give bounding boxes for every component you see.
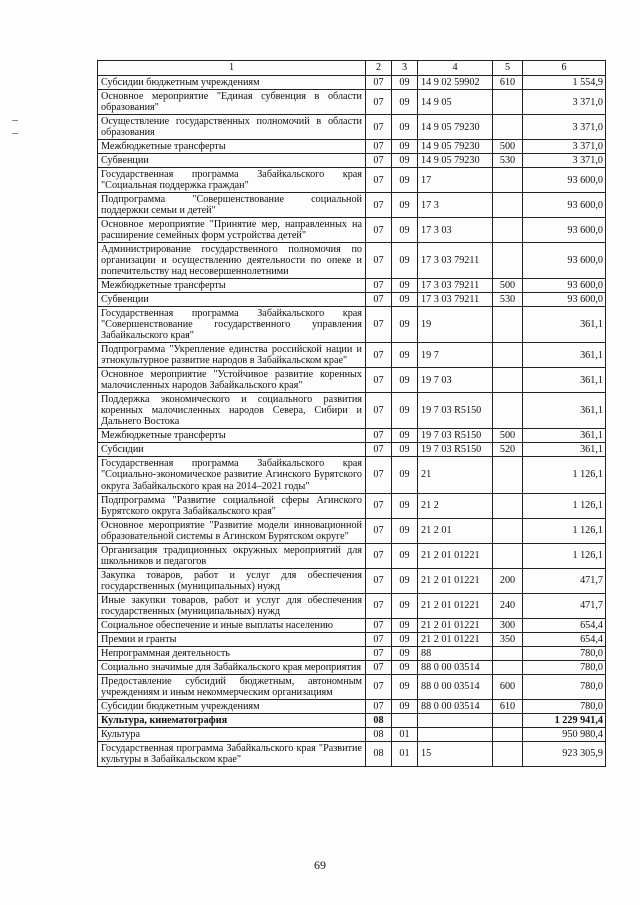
table-row <box>98 218 606 243</box>
row-name-cell: Непрограммная деятельность <box>98 646 366 660</box>
row-subsection-cell: 09 <box>392 368 418 393</box>
table-row <box>98 713 606 727</box>
table-row <box>98 493 606 518</box>
row-amount-cell: 1 554,9 <box>523 76 606 90</box>
header-cell: 6 <box>523 61 606 76</box>
row-target-code-cell: 21 2 <box>418 493 493 518</box>
table-row <box>98 279 606 293</box>
row-section-cell: 07 <box>366 140 392 154</box>
row-target-code-cell: 21 2 01 <box>418 518 493 543</box>
row-amount-cell: 3 371,0 <box>523 154 606 168</box>
table-row <box>98 518 606 543</box>
row-target-code-cell <box>418 713 493 727</box>
table-row <box>98 674 606 699</box>
row-section-cell: 07 <box>366 393 392 429</box>
row-amount-cell: 93 600,0 <box>523 193 606 218</box>
row-section-cell: 07 <box>366 618 392 632</box>
row-section-cell: 07 <box>366 293 392 307</box>
row-amount-cell: 361,1 <box>523 443 606 457</box>
row-amount-cell: 780,0 <box>523 674 606 699</box>
row-name-cell: Социальное обеспечение и иные выплаты населению <box>98 618 366 632</box>
row-target-code-cell: 19 7 03 <box>418 368 493 393</box>
row-expense-type-cell <box>493 90 523 115</box>
table-row <box>98 646 606 660</box>
row-expense-type-cell <box>493 115 523 140</box>
table-row <box>98 457 606 493</box>
header-cell: 3 <box>392 61 418 76</box>
row-target-code-cell: 19 <box>418 307 493 343</box>
row-target-code-cell: 21 2 01 01221 <box>418 632 493 646</box>
table-row <box>98 140 606 154</box>
row-subsection-cell: 09 <box>392 568 418 593</box>
table-row <box>98 193 606 218</box>
table-row <box>98 741 606 766</box>
row-subsection-cell: 09 <box>392 632 418 646</box>
row-section-cell: 07 <box>366 660 392 674</box>
row-section-cell: 07 <box>366 115 392 140</box>
row-name-cell: Субсидии <box>98 443 366 457</box>
row-subsection-cell <box>392 713 418 727</box>
row-section-cell: 07 <box>366 646 392 660</box>
row-target-code-cell: 21 2 01 01221 <box>418 543 493 568</box>
row-section-cell: 07 <box>366 76 392 90</box>
page-number: 69 <box>314 858 326 872</box>
table-row <box>98 593 606 618</box>
row-section-cell: 07 <box>366 279 392 293</box>
row-section-cell: 08 <box>366 713 392 727</box>
row-target-code-cell: 19 7 03 R5150 <box>418 443 493 457</box>
row-target-code-cell: 17 <box>418 168 493 193</box>
row-section-cell: 07 <box>366 218 392 243</box>
row-subsection-cell: 09 <box>392 279 418 293</box>
row-target-code-cell: 88 <box>418 646 493 660</box>
row-name-cell: Государственная программа Забайкальского края "Социальная поддержка граждан" <box>98 168 366 193</box>
row-name-cell: Подпрограмма "Совершенствование социальной поддержки семьи и детей" <box>98 193 366 218</box>
row-section-cell: 07 <box>366 168 392 193</box>
row-expense-type-cell: 240 <box>493 593 523 618</box>
header-cell: 5 <box>493 61 523 76</box>
table-row <box>98 307 606 343</box>
table-row <box>98 168 606 193</box>
row-target-code-cell: 14 9 02 59902 <box>418 76 493 90</box>
row-section-cell: 07 <box>366 343 392 368</box>
margin-mark <box>12 120 18 121</box>
row-target-code-cell: 14 9 05 79230 <box>418 154 493 168</box>
row-name-cell: Осуществление государственных полномочий в области образования <box>98 115 366 140</box>
row-amount-cell: 3 371,0 <box>523 90 606 115</box>
row-section-cell: 07 <box>366 674 392 699</box>
row-section-cell: 07 <box>366 593 392 618</box>
row-expense-type-cell: 520 <box>493 443 523 457</box>
row-expense-type-cell: 500 <box>493 279 523 293</box>
row-name-cell: Межбюджетные трансферты <box>98 429 366 443</box>
row-subsection-cell: 01 <box>392 741 418 766</box>
row-expense-type-cell <box>493 393 523 429</box>
row-name-cell: Премии и гранты <box>98 632 366 646</box>
row-name-cell: Субвенции <box>98 154 366 168</box>
table-row <box>98 632 606 646</box>
row-name-cell: Субвенции <box>98 293 366 307</box>
row-target-code-cell <box>418 727 493 741</box>
row-target-code-cell: 14 9 05 79230 <box>418 140 493 154</box>
row-amount-cell: 950 980,4 <box>523 727 606 741</box>
table-row <box>98 243 606 279</box>
row-expense-type-cell <box>493 343 523 368</box>
row-expense-type-cell: 600 <box>493 674 523 699</box>
row-subsection-cell: 09 <box>392 674 418 699</box>
row-expense-type-cell <box>493 168 523 193</box>
row-expense-type-cell: 530 <box>493 293 523 307</box>
row-amount-cell: 3 371,0 <box>523 140 606 154</box>
row-amount-cell: 1 126,1 <box>523 543 606 568</box>
row-amount-cell: 1 126,1 <box>523 457 606 493</box>
row-expense-type-cell <box>493 543 523 568</box>
row-expense-type-cell <box>493 457 523 493</box>
row-expense-type-cell <box>493 646 523 660</box>
row-section-cell: 07 <box>366 307 392 343</box>
table-header-row <box>98 61 606 76</box>
row-amount-cell: 361,1 <box>523 368 606 393</box>
row-subsection-cell: 09 <box>392 393 418 429</box>
row-subsection-cell: 09 <box>392 618 418 632</box>
row-expense-type-cell <box>493 368 523 393</box>
row-section-cell: 07 <box>366 543 392 568</box>
header-cell: 2 <box>366 61 392 76</box>
table-row <box>98 727 606 741</box>
row-name-cell: Межбюджетные трансферты <box>98 140 366 154</box>
row-name-cell: Государственная программа Забайкальского края "Социально-экономическое развитие Агинского Бурятского округа Забайкальского края на 2014–2021 годы" <box>98 457 366 493</box>
table-row <box>98 393 606 429</box>
row-expense-type-cell <box>493 518 523 543</box>
row-expense-type-cell <box>493 741 523 766</box>
row-section-cell: 07 <box>366 443 392 457</box>
table-row <box>98 154 606 168</box>
row-expense-type-cell: 500 <box>493 429 523 443</box>
row-section-cell: 07 <box>366 429 392 443</box>
table-row <box>98 293 606 307</box>
table-row <box>98 618 606 632</box>
row-expense-type-cell: 530 <box>493 154 523 168</box>
header-cell: 1 <box>98 61 366 76</box>
row-subsection-cell: 09 <box>392 218 418 243</box>
margin-mark <box>12 133 18 134</box>
row-name-cell: Поддержка экономического и социального развития коренных малочисленных народов Севера, Сибири и Дальнего Востока <box>98 393 366 429</box>
row-amount-cell: 361,1 <box>523 429 606 443</box>
row-expense-type-cell: 350 <box>493 632 523 646</box>
row-subsection-cell: 09 <box>392 699 418 713</box>
row-name-cell: Закупка товаров, работ и услуг для обеспечения государственных (муниципальных) нужд <box>98 568 366 593</box>
row-name-cell: Субсидии бюджетным учреждениям <box>98 699 366 713</box>
row-amount-cell: 780,0 <box>523 699 606 713</box>
row-subsection-cell: 09 <box>392 154 418 168</box>
row-section-cell: 07 <box>366 493 392 518</box>
row-subsection-cell: 09 <box>392 168 418 193</box>
row-name-cell: Основное мероприятие "Единая субвенция в области образования" <box>98 90 366 115</box>
row-target-code-cell: 19 7 03 R5150 <box>418 429 493 443</box>
row-expense-type-cell <box>493 307 523 343</box>
row-section-cell: 08 <box>366 727 392 741</box>
row-amount-cell: 923 305,9 <box>523 741 606 766</box>
row-expense-type-cell: 500 <box>493 140 523 154</box>
table-row <box>98 115 606 140</box>
row-subsection-cell: 09 <box>392 518 418 543</box>
row-section-cell: 08 <box>366 741 392 766</box>
row-expense-type-cell: 300 <box>493 618 523 632</box>
row-subsection-cell: 09 <box>392 243 418 279</box>
row-section-cell: 07 <box>366 368 392 393</box>
budget-table-body <box>98 61 606 767</box>
row-expense-type-cell <box>493 727 523 741</box>
row-section-cell: 07 <box>366 518 392 543</box>
row-subsection-cell: 09 <box>392 660 418 674</box>
row-amount-cell: 361,1 <box>523 343 606 368</box>
row-subsection-cell: 09 <box>392 646 418 660</box>
row-subsection-cell: 01 <box>392 727 418 741</box>
row-expense-type-cell: 610 <box>493 76 523 90</box>
row-target-code-cell: 19 7 03 R5150 <box>418 393 493 429</box>
table-row <box>98 660 606 674</box>
row-amount-cell: 93 600,0 <box>523 168 606 193</box>
row-expense-type-cell: 200 <box>493 568 523 593</box>
row-amount-cell: 471,7 <box>523 568 606 593</box>
row-subsection-cell: 09 <box>392 115 418 140</box>
table-row <box>98 568 606 593</box>
row-target-code-cell: 14 9 05 79230 <box>418 115 493 140</box>
row-name-cell: Государственная программа Забайкальского края "Развитие культуры в Забайкальском крае" <box>98 741 366 766</box>
row-amount-cell: 471,7 <box>523 593 606 618</box>
row-target-code-cell: 21 2 01 01221 <box>418 568 493 593</box>
row-target-code-cell: 17 3 03 79211 <box>418 243 493 279</box>
row-amount-cell: 780,0 <box>523 646 606 660</box>
row-subsection-cell: 09 <box>392 443 418 457</box>
row-expense-type-cell <box>493 660 523 674</box>
row-target-code-cell: 15 <box>418 741 493 766</box>
row-subsection-cell: 09 <box>392 457 418 493</box>
row-section-cell: 07 <box>366 457 392 493</box>
row-amount-cell: 93 600,0 <box>523 218 606 243</box>
row-section-cell: 07 <box>366 243 392 279</box>
row-subsection-cell: 09 <box>392 429 418 443</box>
row-expense-type-cell <box>493 193 523 218</box>
row-expense-type-cell <box>493 713 523 727</box>
row-expense-type-cell <box>493 243 523 279</box>
table-row <box>98 543 606 568</box>
header-cell: 4 <box>418 61 493 76</box>
row-name-cell: Основное мероприятие "Принятие мер, направленных на расширение семейных форм устройства детей" <box>98 218 366 243</box>
row-subsection-cell: 09 <box>392 293 418 307</box>
row-amount-cell: 361,1 <box>523 307 606 343</box>
table-row <box>98 343 606 368</box>
row-name-cell: Социально значимые для Забайкальского края мероприятия <box>98 660 366 674</box>
row-name-cell: Основное мероприятие "Устойчивое развитие коренных малочисленных народов Забайкальского края" <box>98 368 366 393</box>
row-expense-type-cell <box>493 493 523 518</box>
table-row <box>98 429 606 443</box>
table-row <box>98 699 606 713</box>
row-amount-cell: 780,0 <box>523 660 606 674</box>
row-name-cell: Основное мероприятие "Развитие модели инновационной образовательной системы в Агинском Бурятском округе" <box>98 518 366 543</box>
row-target-code-cell: 17 3 03 79211 <box>418 279 493 293</box>
row-amount-cell: 361,1 <box>523 393 606 429</box>
row-subsection-cell: 09 <box>392 543 418 568</box>
row-section-cell: 07 <box>366 154 392 168</box>
row-target-code-cell: 17 3 03 79211 <box>418 293 493 307</box>
row-target-code-cell: 17 3 03 <box>418 218 493 243</box>
row-amount-cell: 1 229 941,4 <box>523 713 606 727</box>
row-subsection-cell: 09 <box>392 343 418 368</box>
row-name-cell: Подпрограмма "Укрепление единства российской нации и этнокультурное развитие народов в Забайкальском крае" <box>98 343 366 368</box>
row-target-code-cell: 21 <box>418 457 493 493</box>
row-name-cell: Субсидии бюджетным учреждениям <box>98 76 366 90</box>
row-amount-cell: 93 600,0 <box>523 293 606 307</box>
row-section-cell: 07 <box>366 699 392 713</box>
row-expense-type-cell <box>493 218 523 243</box>
row-target-code-cell: 17 3 <box>418 193 493 218</box>
row-section-cell: 07 <box>366 193 392 218</box>
row-name-cell: Государственная программа Забайкальского края "Совершенствование государственного управления Забайкальского края" <box>98 307 366 343</box>
table-row <box>98 76 606 90</box>
row-subsection-cell: 09 <box>392 493 418 518</box>
row-amount-cell: 1 126,1 <box>523 493 606 518</box>
row-name-cell: Иные закупки товаров, работ и услуг для обеспечения государственных (муниципальных) нужд <box>98 593 366 618</box>
row-subsection-cell: 09 <box>392 593 418 618</box>
row-target-code-cell: 19 7 <box>418 343 493 368</box>
table-row <box>98 90 606 115</box>
row-amount-cell: 93 600,0 <box>523 279 606 293</box>
row-subsection-cell: 09 <box>392 90 418 115</box>
row-section-cell: 07 <box>366 90 392 115</box>
row-subsection-cell: 09 <box>392 140 418 154</box>
row-subsection-cell: 09 <box>392 307 418 343</box>
row-target-code-cell: 88 0 00 03514 <box>418 660 493 674</box>
row-name-cell: Администрирование государственного полномочия по организации и осуществлению деятельности по опеке и попечительству над несовершеннолетними <box>98 243 366 279</box>
row-subsection-cell: 09 <box>392 193 418 218</box>
table-row <box>98 368 606 393</box>
row-amount-cell: 3 371,0 <box>523 115 606 140</box>
row-amount-cell: 1 126,1 <box>523 518 606 543</box>
row-target-code-cell: 88 0 00 03514 <box>418 699 493 713</box>
row-expense-type-cell: 610 <box>493 699 523 713</box>
row-target-code-cell: 14 9 05 <box>418 90 493 115</box>
table-row <box>98 443 606 457</box>
row-section-cell: 07 <box>366 632 392 646</box>
row-name-cell: Культура <box>98 727 366 741</box>
row-name-cell: Подпрограмма "Развитие социальной сферы Агинского Бурятского округа Забайкальского края" <box>98 493 366 518</box>
row-name-cell: Предоставление субсидий бюджетным, автономным учреждениям и иным некоммерческим организациям <box>98 674 366 699</box>
row-target-code-cell: 21 2 01 01221 <box>418 593 493 618</box>
row-amount-cell: 654,4 <box>523 632 606 646</box>
row-target-code-cell: 21 2 01 01221 <box>418 618 493 632</box>
row-name-cell: Межбюджетные трансферты <box>98 279 366 293</box>
row-section-cell: 07 <box>366 568 392 593</box>
row-target-code-cell: 88 0 00 03514 <box>418 674 493 699</box>
row-amount-cell: 93 600,0 <box>523 243 606 279</box>
row-amount-cell: 654,4 <box>523 618 606 632</box>
row-name-cell: Организация традиционных окружных мероприятий для школьников и педагогов <box>98 543 366 568</box>
budget-table <box>97 60 606 767</box>
row-subsection-cell: 09 <box>392 76 418 90</box>
row-name-cell: Культура, кинематография <box>98 713 366 727</box>
